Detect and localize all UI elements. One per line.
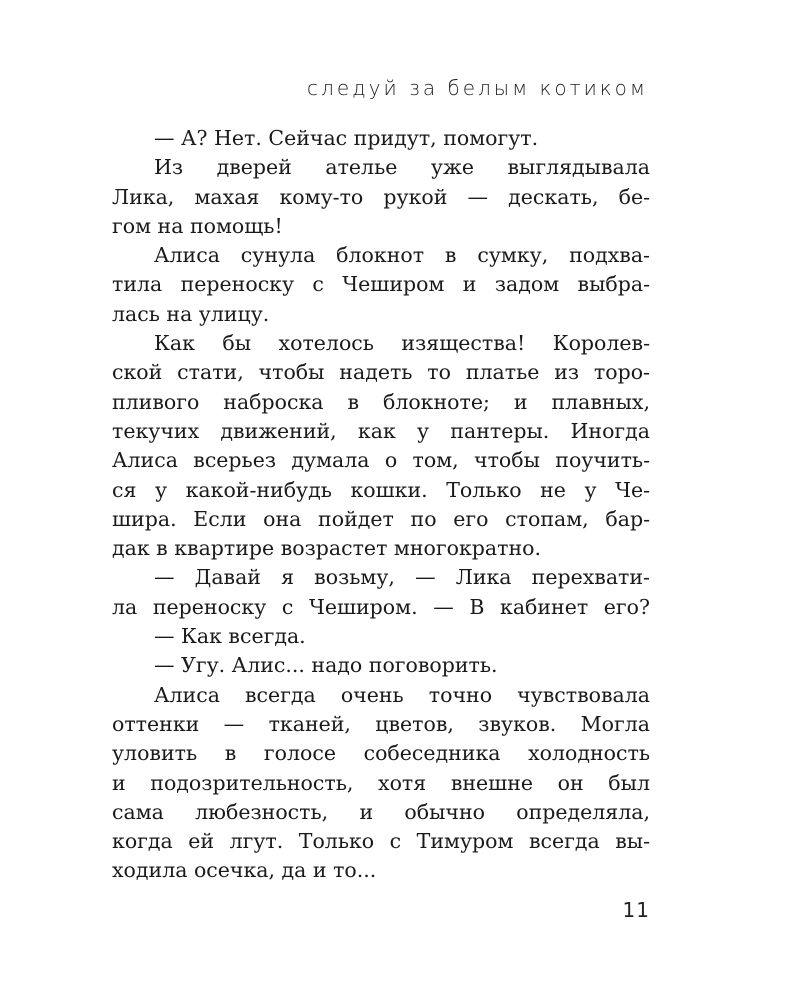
text-line: дак в квартире возрастет многократно. [112, 536, 541, 561]
text-line: — А? Нет. Сейчас придут, помогут. [154, 126, 539, 150]
text-line: Алиса всегда очень точно чувствовала [154, 682, 650, 707]
text-line: лась на улицу. [112, 301, 270, 326]
text-line: Алиса сунула блокнот в сумку, подхва- [154, 243, 650, 268]
body-text [112, 124, 650, 886]
text-line: шира. Если она пойдет по его стопам, бар- [112, 506, 650, 531]
text-line: тила переноску с Чеширом и задом выбра- [112, 272, 650, 297]
text-line: и подозрительность, хотя внешне он был [112, 770, 650, 795]
text-line: Из дверей ателье уже выглядывала [154, 155, 650, 180]
text-line: текучих движений, как у пантеры. Иногда [112, 418, 650, 443]
text-line: оттенки — тканей, цветов, звуков. Могла [112, 711, 650, 736]
text-line: ской стати, чтобы надеть то платье из торо- [112, 360, 650, 385]
text-line: пливого наброска в блокноте; и плавных, [112, 389, 650, 414]
text-line: Как бы хотелось изящества! Королев- [154, 331, 650, 356]
text-line: сама любезность, и обычно определяла, [112, 799, 650, 824]
text-line: — Давай я возьму, — Лика перехвати- [154, 565, 650, 590]
running-head: следуй за белым котиком [307, 76, 648, 100]
text-line: когда ей лгут. Только с Тимуром всегда вы- [112, 829, 650, 854]
text-line: ходила осечка, да и то... [112, 858, 377, 883]
text-line: Алиса всерьез думала о том, чтобы поучить- [112, 448, 650, 473]
text-line: ся у какой-нибудь кошки. Только не у Че- [112, 477, 650, 502]
page-number: 11 [622, 898, 650, 922]
text-line: ла переноску с Чеширом. — В кабинет его? [112, 594, 650, 619]
text-line: — Как всегда. [154, 624, 306, 649]
text-line: уловить в голосе собеседника холодность [112, 741, 650, 766]
text-line: — Угу. Алис... надо поговорить. [154, 653, 498, 678]
text-line: Лика, махая кому-то рукой — дескать, бе- [112, 184, 650, 209]
text-line: гом на помощь! [112, 213, 283, 238]
